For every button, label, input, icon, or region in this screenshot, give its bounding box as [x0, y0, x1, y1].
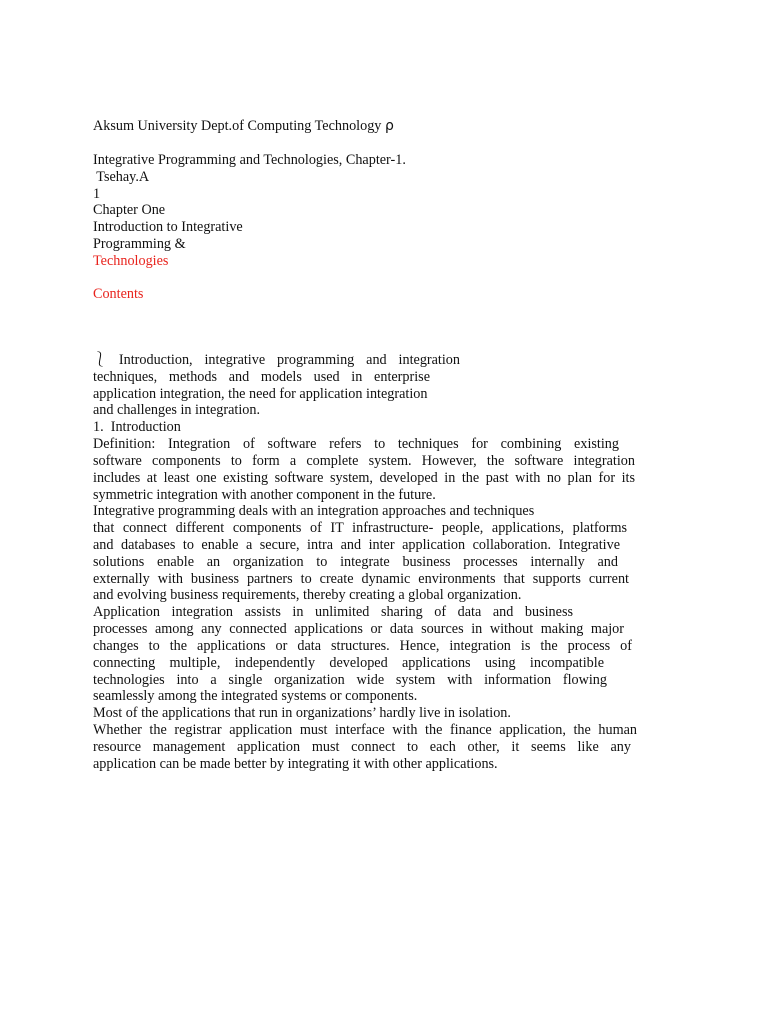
- university-header: [93, 118, 394, 135]
- chapter-label: Chapter One: [93, 202, 166, 218]
- header-text: Aksum University Dept.of Computing Technology: [93, 118, 385, 134]
- rho-symbol: ρ: [384, 118, 394, 134]
- page-number: 1: [93, 186, 101, 202]
- author-name: Tsehay.A: [93, 169, 150, 185]
- paragraph-line: Definition: Integration of software refers to techniques for combining existing: [93, 436, 619, 452]
- bullet-icon: ⎱: [93, 352, 107, 368]
- contents-item-line: techniques, methods and models used in enterprise: [93, 369, 430, 385]
- paragraph-line: connecting multiple, independently developed applications using incompatible: [93, 655, 604, 671]
- chapter-title-line-2: Programming &: [93, 236, 186, 252]
- paragraph-line: resource management application must connect to each other, it seems like any: [93, 739, 631, 755]
- paragraph-isolation: Most of the applications that run in organizations’ hardly live in isolation.: [93, 705, 511, 721]
- contents-item-line: [93, 352, 460, 369]
- paragraph-line: that connect different components of IT infrastructure- people, applications, platforms: [93, 520, 627, 536]
- chapter-title-line-1: Introduction to Integrative: [93, 219, 243, 235]
- paragraph-line: software components to form a complete system. However, the software integration: [93, 453, 635, 469]
- contents-item-line: application integration, the need for application integration: [93, 386, 428, 402]
- paragraph-line: and databases to enable a secure, intra and inter application collaboration. Integrative: [93, 537, 620, 553]
- paragraph-line: symmetric integration with another component in the future.: [93, 487, 436, 503]
- paragraph-line: solutions enable an organization to integrate business processes internally and: [93, 554, 618, 570]
- contents-heading: Contents: [93, 286, 144, 302]
- paragraph-line: changes to the applications or data structures. Hence, integration is the process of: [93, 638, 632, 654]
- course-title-line: Integrative Programming and Technologies, Chapter-1.: [93, 152, 406, 168]
- paragraph-line: Whether the registrar application must interface with the finance application, the human: [93, 722, 637, 738]
- paragraph-line: technologies into a single organization wide system with information flowing: [93, 672, 607, 688]
- chapter-title-line-3: Technologies: [93, 253, 169, 269]
- paragraph-line: and evolving business requirements, thereby creating a global organization.: [93, 587, 522, 603]
- paragraph-line: seamlessly among the integrated systems or components.: [93, 688, 418, 704]
- paragraph-line: application can be made better by integrating it with other applications.: [93, 756, 498, 772]
- contents-item-line: and challenges in integration.: [93, 402, 261, 418]
- paragraph-line: includes at least one existing software system, developed in the past with no plan for its: [93, 470, 635, 486]
- section-heading: 1. Introduction: [93, 419, 181, 435]
- paragraph-line: processes among any connected applications or data sources in without making major: [93, 621, 624, 637]
- contents-item-text: Introduction, integrative programming and integration: [118, 352, 460, 368]
- paragraph-line: Application integration assists in unlimited sharing of data and business: [93, 604, 573, 620]
- paragraph-line: Integrative programming deals with an integration approaches and techniques: [93, 503, 535, 519]
- paragraph-line: externally with business partners to create dynamic environments that supports current: [93, 571, 629, 587]
